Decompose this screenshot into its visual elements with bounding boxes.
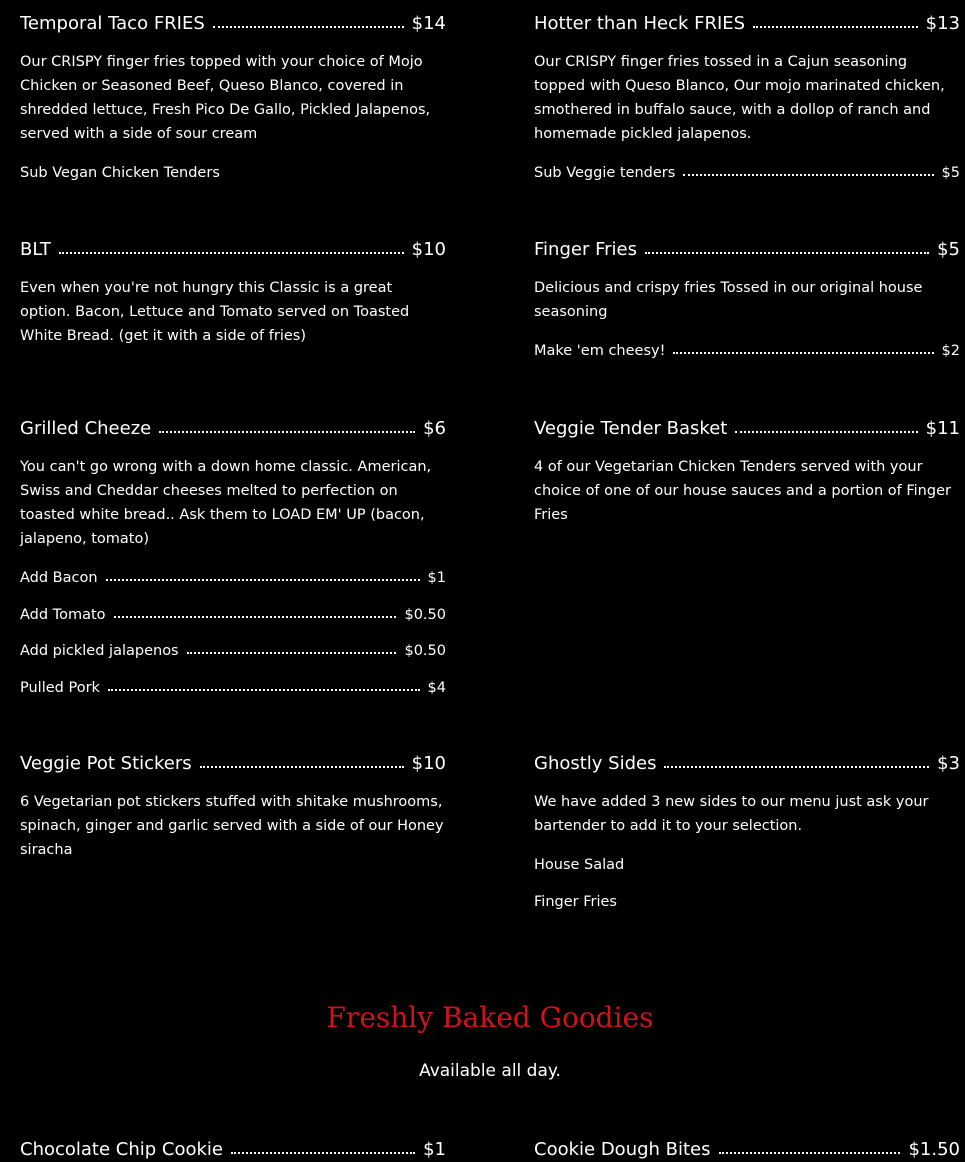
item-description: Delicious and crispy fries Tossed in our original house seasoning (534, 280, 923, 320)
item-option (20, 568, 446, 588)
dot-leader (213, 26, 404, 28)
option-label: Pulled Pork (20, 679, 100, 696)
item-description: Our CRISPY finger fries tossed in a Cajun seasoning topped with Queso Blanco, Our mojo marinated chicken, smothered in buffalo sauce, with a dollop of ranch and homemade pickled jalapenos. (534, 54, 945, 142)
option-price: $2 (941, 343, 960, 359)
item-option (20, 641, 446, 661)
dot-leader (159, 431, 415, 433)
item-description: 4 of our Vegetarian Chicken Tenders served with your choice of one of our house sauces and a portion of Finger Fries (534, 459, 951, 523)
item-option (534, 892, 960, 912)
item-option (20, 163, 446, 183)
menu-item-veggie-tender-basket (534, 417, 960, 527)
option-label: Add pickled jalapenos (20, 643, 179, 659)
dot-leader (664, 766, 929, 768)
item-name: Veggie Pot Stickers (20, 753, 192, 774)
dot-leader (106, 579, 420, 581)
option-label: Add Tomato (20, 606, 106, 623)
dot-leader (673, 352, 933, 354)
item-price: $11 (925, 418, 960, 439)
dot-leader (200, 766, 404, 768)
item-name: Temporal Taco FRIES (20, 13, 205, 34)
menu-item-chocolate-chip-cookie (20, 1138, 446, 1162)
dot-leader (645, 252, 929, 254)
item-option (20, 605, 446, 625)
item-name: BLT (20, 239, 51, 260)
item-name: Finger Fries (534, 239, 637, 260)
item-option (534, 341, 960, 361)
dot-leader (108, 689, 420, 691)
item-price: $10 (411, 239, 446, 260)
option-label: Make 'em cheesy! (534, 343, 666, 359)
item-name: Veggie Tender Basket (534, 418, 728, 439)
option-price: $0.50 (404, 643, 446, 659)
option-price: $0.50 (404, 606, 446, 623)
menu-item-finger-fries (534, 238, 960, 378)
item-name: Chocolate Chip Cookie (20, 1139, 224, 1160)
option-price: $1 (427, 570, 446, 586)
menu-item-temporal-taco-fries (20, 12, 446, 200)
item-name: Ghostly Sides (534, 753, 657, 774)
dot-leader (735, 431, 917, 433)
item-name: Cookie Dough Bites (534, 1139, 711, 1160)
dot-leader (187, 652, 397, 654)
section-title: Freshly Baked Goodies (326, 1001, 654, 1034)
item-price: $13 (925, 13, 960, 34)
menu-item-blt (20, 238, 446, 348)
item-option (534, 163, 960, 183)
option-label: Add Bacon (20, 570, 98, 586)
menu-item-grilled-cheeze (20, 417, 446, 714)
item-option (534, 855, 960, 875)
option-label: Sub Vegan Chicken Tenders (20, 165, 220, 181)
item-price: $6 (423, 418, 446, 439)
item-price: $10 (411, 753, 446, 774)
option-price: $5 (941, 165, 960, 181)
dot-leader (753, 26, 918, 28)
option-label: Sub Veggie tenders (534, 165, 676, 181)
item-description: 6 Vegetarian pot stickers stuffed with shitake mushrooms, spinach, ginger and garlic served with a side of our Honey siracha (20, 794, 444, 858)
section-subtitle: Available all day. (419, 1061, 561, 1081)
item-description: We have added 3 new sides to our menu just ask your bartender to add it to your selection. (534, 794, 929, 834)
item-name: Grilled Cheeze (20, 418, 152, 439)
option-label: House Salad (534, 857, 625, 873)
item-description: Our CRISPY finger fries topped with your choice of Mojo Chicken or Seasoned Beef, Queso Blanco, covered in shredded lettuce, Fresh Pico De Gallo, Pickled Jalapenos, served with a side of sour cream (20, 54, 431, 142)
option-price: $4 (427, 679, 446, 696)
item-price: $3 (937, 753, 960, 774)
item-description: Even when you're not hungry this Classic is a great option. Bacon, Lettuce and Tomato served on Toasted White Bread. (get it with a side of fries) (20, 280, 410, 344)
option-label: Finger Fries (534, 893, 617, 910)
item-name: Hotter than Heck FRIES (534, 13, 746, 34)
item-price: $14 (411, 13, 446, 34)
dot-leader (683, 174, 933, 176)
dot-leader (59, 252, 404, 254)
item-price: $1 (423, 1139, 446, 1160)
item-description: You can't go wrong with a down home classic. American, Swiss and Cheddar cheeses melted to perfection on toasted white bread.. Ask them to LOAD EM' UP (bacon, jalapeno, tomato) (20, 459, 432, 547)
item-option (20, 678, 446, 698)
menu-item-veggie-pot-stickers (20, 752, 446, 862)
dot-leader (114, 616, 397, 618)
menu-item-cookie-dough-bites (534, 1138, 960, 1162)
item-price: $1.50 (908, 1139, 960, 1160)
menu-item-hotter-than-heck-fries (534, 12, 960, 200)
item-price: $5 (937, 239, 960, 260)
menu-item-ghostly-sides (534, 752, 960, 928)
